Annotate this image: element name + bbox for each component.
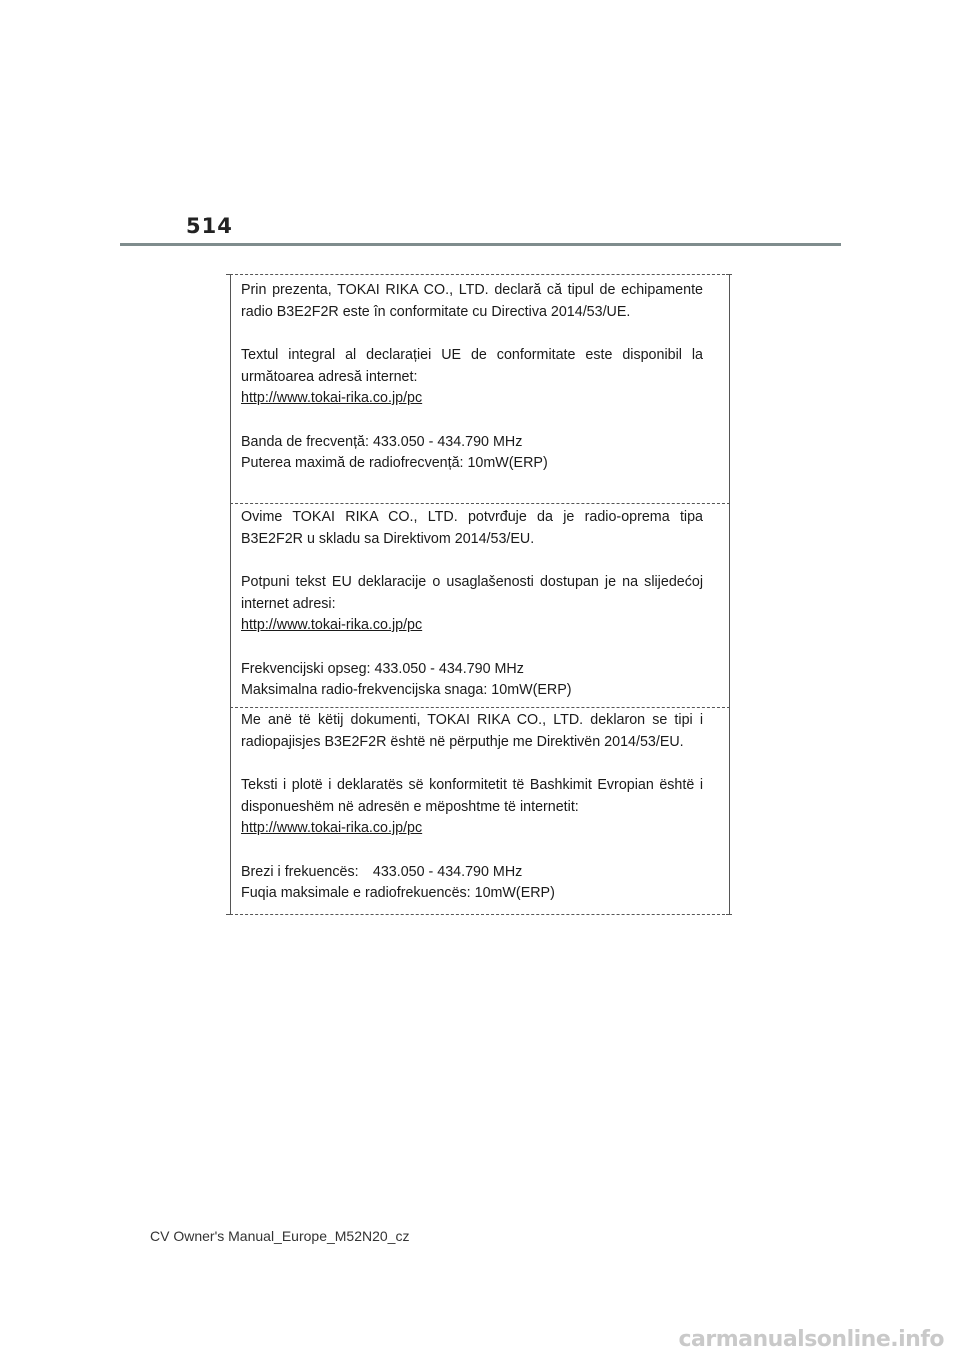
frequency-band: Brezi i frekuencës: 433.050 - 434.790 MHz — [241, 863, 523, 880]
header-rule — [120, 243, 841, 246]
watermark: carmanualsonline.info — [678, 1327, 944, 1352]
max-power: Puterea maximă de radiofrecvență: 10mW(ERP) — [241, 455, 548, 471]
section-divider — [230, 503, 730, 504]
availability-text: Textul integral al declarației UE de conformitate este disponibil la următoarea adresă internet: — [241, 347, 703, 385]
box-top-border — [230, 274, 730, 275]
declaration-text: Me anë të këtij dokumenti, TOKAI RIKA CO., LTD. deklaron se tipi i radiopajisjes B3E2F2R është në përputhje me Direktivën 2014/53/EU. — [241, 712, 703, 750]
declaration-text: Ovime TOKAI RIKA CO., LTD. potvrđuje da je radio-oprema tipa B3E2F2R u skladu sa Direktivom 2014/53/EU. — [241, 509, 703, 547]
corner-tick — [726, 274, 732, 275]
corner-tick — [726, 914, 732, 915]
declaration-link[interactable]: http://www.tokai-rika.co.jp/pc — [241, 617, 423, 633]
corner-tick — [226, 274, 232, 275]
frequency-band: Banda de frecvență: 433.050 - 434.790 MHz — [241, 433, 523, 450]
frequency-band: Frekvencijski opseg: 433.050 - 434.790 MHz — [241, 660, 524, 677]
declaration-link[interactable]: http://www.tokai-rika.co.jp/pc — [241, 820, 423, 836]
declaration-link[interactable]: http://www.tokai-rika.co.jp/pc — [241, 390, 423, 406]
availability-text: Potpuni tekst EU deklaracije o usaglašenosti dostupan je na slijedećoj internet adresi: — [241, 574, 703, 612]
footer-manual-title: CV Owner's Manual_Europe_M52N20_cz — [150, 1228, 410, 1244]
declaration-section-ro — [241, 280, 703, 475]
corner-tick — [226, 914, 232, 915]
declaration-section-hr — [241, 507, 703, 702]
max-power: Fuqia maksimale e radiofrekuencës: 10mW(ERP) — [241, 885, 555, 901]
section-divider — [230, 707, 730, 708]
declaration-section-sq — [241, 710, 703, 905]
page-number: 514 — [186, 214, 233, 238]
declaration-text: Prin prezenta, TOKAI RIKA CO., LTD. declară că tipul de echipamente radio B3E2F2R este în conformitate cu Directiva 2014/53/UE. — [241, 282, 703, 320]
availability-text: Teksti i plotë i deklaratës së konformitetit të Bashkimit Evropian është i disponueshëm në adresën e mëposhtme të internetit: — [241, 777, 703, 815]
box-bottom-border — [230, 914, 730, 915]
max-power: Maksimalna radio-frekvencijska snaga: 10mW(ERP) — [241, 682, 572, 698]
